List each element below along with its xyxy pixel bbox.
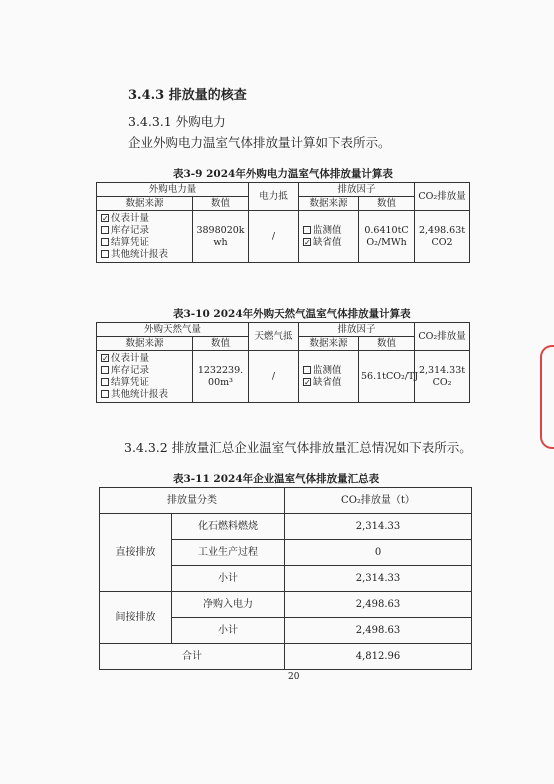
source-option: ✓仪表计量 [101,213,190,225]
source-option: 库存记录 [101,225,190,237]
indirect-label: 间接排放 [100,592,172,644]
checkbox-icon [303,238,311,246]
checkbox-icon [101,354,109,362]
row-name: 小计 [172,566,285,592]
intro-paragraph: 企业外购电力温室气体排放量计算如下表所示。 [128,135,391,150]
summary-table [99,487,472,670]
row-value: 2,314.33 [285,566,472,592]
row-name: 工业生产过程 [172,540,285,566]
offset-value: / [249,211,299,263]
factor-options: 监测值 ✓缺省值 [299,351,359,403]
header-offset: 电力抵 [249,183,299,211]
header-factor: 排放因子 [299,323,415,337]
checkbox-icon [303,226,311,234]
co2-value: 2,498.63tCO2 [415,211,470,263]
header-source: 数据来源 [97,337,193,351]
source-options [97,211,193,263]
header-group: 外购天然气量 [97,323,249,337]
checkbox-icon [101,238,109,246]
factor-value: 0.6410tCO₂/MWh [359,211,415,263]
source-option: 其他统计报表 [101,249,190,261]
checkbox-icon [303,378,311,386]
checkbox-icon [101,366,109,374]
header-value: 数值 [193,197,249,211]
header-factor-source: 数据来源 [299,337,359,351]
checkbox-icon [303,366,311,374]
section-heading-3-4-3-1: 3.4.3.1 外购电力 [128,114,226,129]
section-heading-3-4-3: 3.4.3 排放量的核查 [128,88,247,103]
row-value: 2,314.33 [285,514,472,540]
row-value: 0 [285,540,472,566]
header-category: 排放量分类 [100,488,285,514]
factor-options: 监测值 ✓缺省值 [299,211,359,263]
source-option: 结算凭证 [101,237,190,249]
header-offset: 天燃气抵 [249,323,299,351]
offset-value: / [249,351,299,403]
header-source: 数据来源 [97,197,193,211]
row-value: 2,498.63 [285,618,472,644]
source-options: ✓仪表计量 库存记录 结算凭证 其他统计报表 [97,351,193,403]
row-name: 化石燃料燃烧 [172,514,285,540]
checkbox-icon [101,250,109,258]
checkbox-icon [101,390,109,398]
header-factor-value: 数值 [359,337,415,351]
table3-caption: 表3-11 2024年企业温室气体排放量汇总表 [173,473,380,485]
header-factor: 排放因子 [299,183,415,197]
seal-stamp [540,345,554,449]
header-factor-value: 数值 [359,197,415,211]
total-value: 4,812.96 [285,644,472,670]
gas-value: 1232239.00m³ [193,351,249,403]
electricity-emission-table [96,182,470,263]
header-factor-source: 数据来源 [299,197,359,211]
header-value: 数值 [193,337,249,351]
total-label: 合计 [100,644,285,670]
header-group: 外购电力量 [97,183,249,197]
table2-caption: 表3-10 2024年外购天然气温室气体排放量计算表 [173,308,411,320]
direct-label: 直接排放 [100,514,172,592]
checkbox-icon [101,378,109,386]
page-number: 20 [288,672,300,682]
table1-caption: 表3-9 2024年外购电力温室气体排放量计算表 [173,168,393,180]
row-value: 2,498.63 [285,592,472,618]
row-name: 净购入电力 [172,592,285,618]
checkbox-icon [101,214,109,222]
natural-gas-emission-table [96,322,470,403]
electricity-value: 3898020kwh [193,211,249,263]
header-co2: CO₂排放量 [415,183,470,211]
summary-paragraph: 3.4.3.2 排放量汇总企业温室气体排放量汇总情况如下表所示。 [124,440,472,455]
co2-value: 2,314.33tCO₂ [415,351,470,403]
factor-value: 56.1tCO₂/TJ [359,351,415,403]
row-name: 小计 [172,618,285,644]
header-co2: CO₂排放量（t） [285,488,472,514]
header-co2: CO₂排放量 [415,323,470,351]
checkbox-icon [101,226,109,234]
